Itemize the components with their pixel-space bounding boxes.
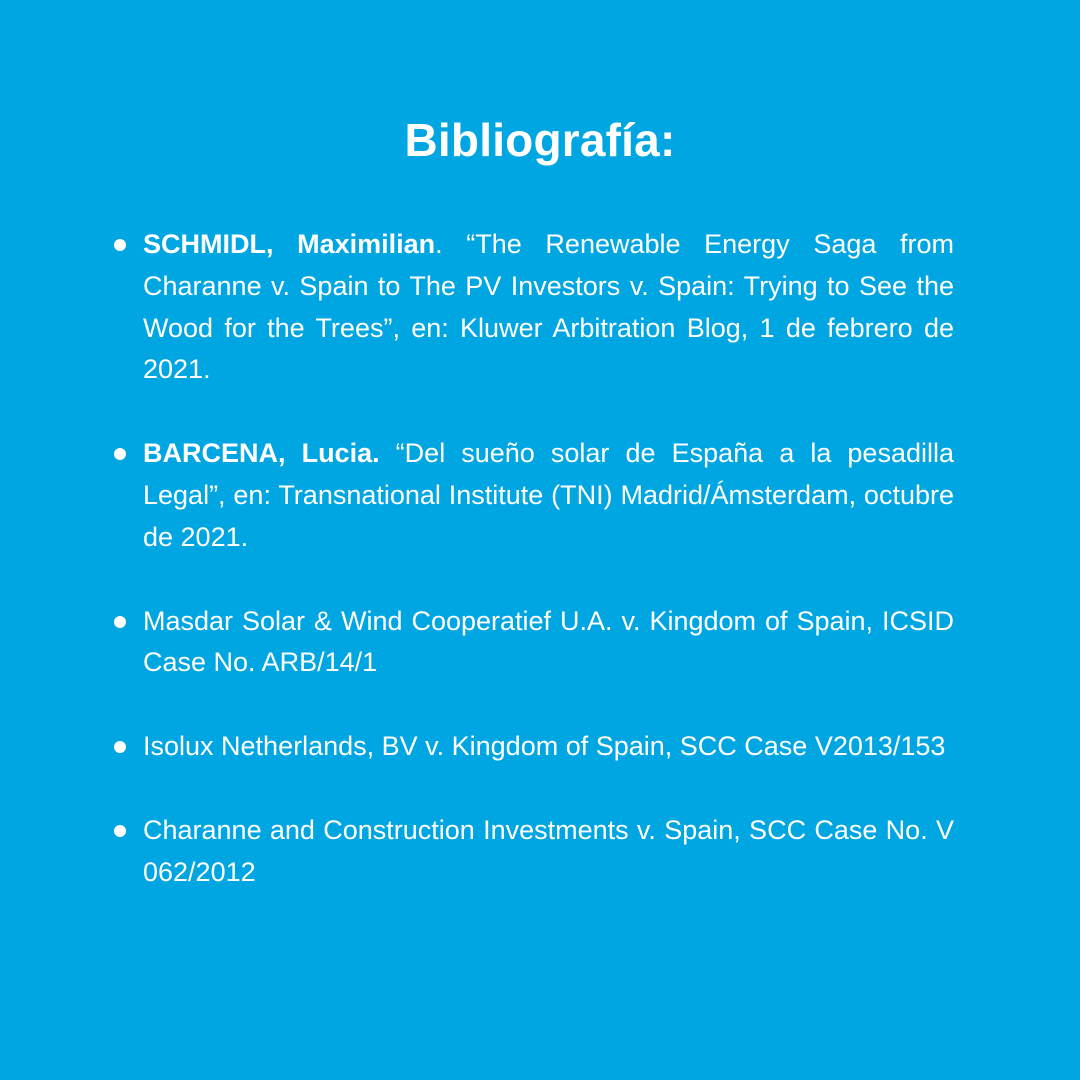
page-title: Bibliografía:	[404, 114, 676, 166]
reference-text: . “The Renewable Energy Saga from Charanne v. Spain to The PV Investors v. Spain: Trying to See the Wood for the Trees”, en: Kluwer Arbitration Blog, 1 de febrero de 2021.	[143, 229, 954, 385]
list-item	[112, 224, 954, 391]
reference-author: SCHMIDL, Maximilian	[143, 229, 436, 259]
list-item	[112, 810, 954, 894]
list-item	[112, 601, 954, 685]
reference-text: Isolux Netherlands, BV v. Kingdom of Spain, SCC Case V2013/153	[143, 731, 946, 762]
list-item	[112, 433, 954, 558]
reference-text: “Del sueño solar de España a la pesadilla Legal”, en: Transnational Institute (TNI) Madrid/Ámsterdam, octubre de 2021.	[143, 438, 954, 552]
reference-list	[112, 224, 954, 936]
reference-author: BARCENA, Lucia.	[143, 438, 380, 469]
reference-text: Charanne and Construction Investments v. Spain, SCC Case No. V 062/2012	[143, 814, 954, 887]
list-item	[112, 726, 954, 768]
reference-text: Masdar Solar & Wind Cooperatief U.A. v. Kingdom of Spain, ICSID Case No. ARB/14/1	[143, 605, 954, 678]
